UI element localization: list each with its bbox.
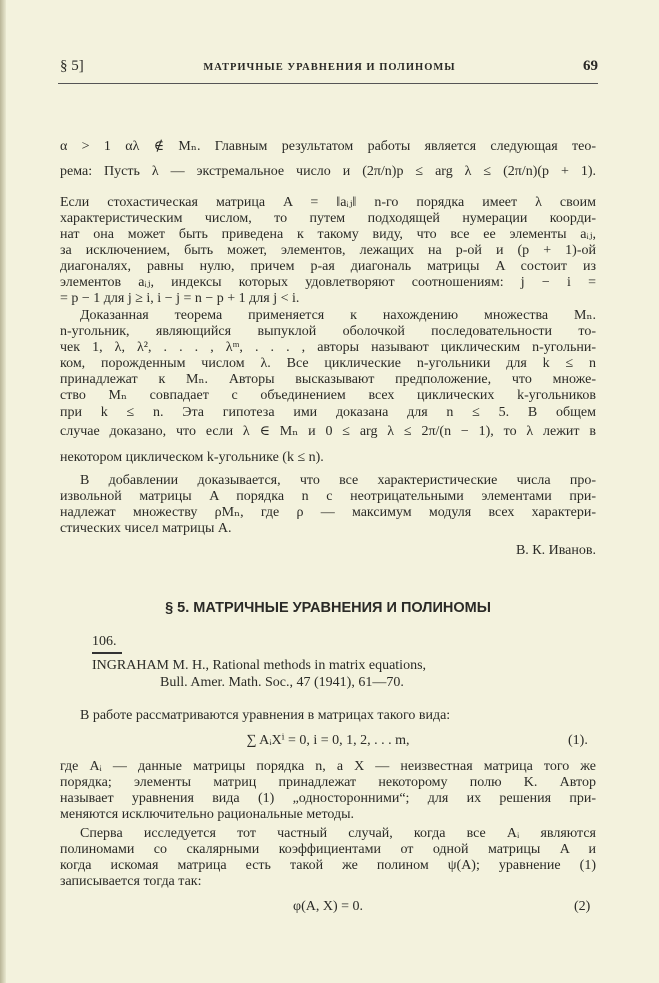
running-header-section: § 5] <box>60 58 84 74</box>
text-line: извольной матрицы A порядка n с неотрицательными элементами при- <box>60 489 596 504</box>
text-line: за исключением, быть может, элементов, лежащих на p-ой и (p + 1)-ой <box>60 243 596 258</box>
text-line: = p − 1 для j ≥ i, i − j = n − p + 1 для j < i. <box>60 291 300 306</box>
text-line: Доказанная теорема применяется к нахождению множества Mₙ. <box>80 308 596 323</box>
equation-number-2: (2) <box>574 899 591 914</box>
text-line: порядка; элементы матриц принадлежат некоторому полю K. Автор <box>60 775 596 790</box>
text-line: надлежат множеству ρMₙ, где ρ — максимум модуля всех характери- <box>60 505 596 520</box>
text-line: чек 1, λ, λ², . . . , λᵐ, . . . , авторы называют циклическим n-угольни- <box>60 340 596 355</box>
text-line: В добавлении доказывается, что все характеристические числа про- <box>80 473 596 488</box>
text-line: называет уравнения вида (1) „односторонними“; для их решения при- <box>60 791 596 806</box>
text-line: стических чисел матрицы A. <box>60 521 232 536</box>
text-line: ком, порожденным числом λ. Все циклические n-угольники для k ≤ n <box>60 356 596 371</box>
text-line: Если стохастическая матрица A = ‖aᵢⱼ‖ n-го порядка имеет λ своим <box>60 195 596 210</box>
text-line: φ(A, X) = 0. <box>292 899 364 914</box>
text-line: когда искомая матрица есть такой же полином ψ(A); уравнение (1) <box>60 858 596 873</box>
text-line: В. К. Иванов. <box>515 543 596 558</box>
text-line: Сперва исследуется тот частный случай, когда все Aᵢ являются <box>80 826 596 841</box>
text-line: при k ≤ n. Эта гипотеза ими доказана для n ≤ 5. В общем <box>60 405 596 420</box>
text-line: ство Mₙ совпадает с объединением всех циклических k-угольников <box>60 388 596 403</box>
text-line: рема: Пусть λ — экстремальное число и (2π/n)p ≤ arg λ ≤ (2π/n)(p + 1). <box>60 164 596 179</box>
text-line: В работе рассматриваются уравнения в матрицах такого вида: <box>80 708 451 723</box>
page-number: 69 <box>583 58 598 74</box>
text-line: характеристическим числом, то путем подходящей нумерации коорди- <box>60 211 596 226</box>
reference-line: 106. <box>92 634 117 649</box>
reference-line: Bull. Amer. Math. Soc., 47 (1941), 61—70. <box>160 675 404 690</box>
text-line: записывается тогда так: <box>60 874 202 889</box>
text-line: полиномами со скалярными коэффициентами от одной матрицы A и <box>60 842 596 857</box>
running-header-title: МАТРИЧНЫЕ УРАВНЕНИЯ И ПОЛИНОМЫ <box>203 62 456 73</box>
page-edge-shadow <box>0 0 6 983</box>
reference-number-rule <box>92 652 122 654</box>
text-line: элементов aᵢⱼ, индексы которых удовлетворяют соотношениям: j − i = <box>60 275 596 290</box>
header-rule <box>58 83 598 84</box>
text-line: α > 1 αλ ∉ Mₙ. Главным результатом работы является следующая тео- <box>60 139 596 154</box>
text-line: где Aᵢ — данные матрицы порядка n, а X — неизвестная матрица того же <box>60 759 596 774</box>
text-line: случае доказано, что если λ ∈ Mₙ и 0 ≤ arg λ ≤ 2π/(n − 1), то λ лежит в <box>60 424 596 439</box>
text-line: нат она может быть приведена к такому виду, что все ее элементы aᵢⱼ, <box>60 227 596 242</box>
text-line: меняются исключительно рациональные методы. <box>60 807 355 822</box>
text-line: принадлежат к Mₙ. Авторы высказывают предположение, что множе- <box>60 372 596 387</box>
text-line: некотором циклическом k-угольнике (k ≤ n). <box>60 450 324 465</box>
text-line: n-угольник, являющийся выпуклой оболочкой последовательности то- <box>60 324 596 339</box>
equation-number-1: (1). <box>568 733 588 748</box>
text-line: диагоналях, равны нулю, причем p-ая диагональ матрицы A состоит из <box>60 259 596 274</box>
text-line: ∑ AᵢXⁱ = 0, i = 0, 1, 2, . . . m, <box>246 733 410 748</box>
reference-line: INGRAHAM M. H., Rational methods in matrix equations, <box>92 658 427 673</box>
section-heading: § 5. МАТРИЧНЫЕ УРАВНЕНИЯ И ПОЛИНОМЫ <box>165 600 491 616</box>
